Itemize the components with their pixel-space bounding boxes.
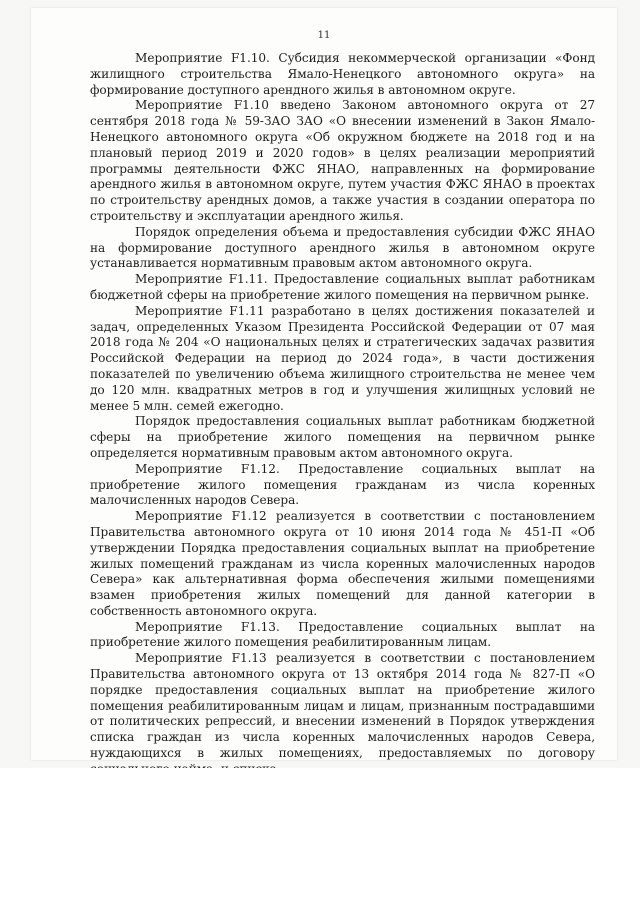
paragraph-f1-12-basis: Мероприятие F1.12 реализуется в соответствии с постановлением Правительства автономного округа от 10 июня 2014 года № 451-П «Об утверждении Порядка предоставления социальных выплат на приобретение жилых помещений гражданам из числа коренных малочисленных народов Севера» как альтернативная форма обеспечения жилыми помещениями взамен приобретения жилых помещений для данной категории в собственность автономного округа.	[90, 509, 595, 618]
paragraph-f1-11-basis: Мероприятие F1.11 разработано в целях достижения показателей и задач, определенных Указом Президента Российской Федерации от 07 мая 2018 года № 204 «О национальных целях и стратегических задачах развития Российской Федерации на период до 2024 года», в части достижения показателей по увеличению объема жилищного строительства не менее чем до 120 млн. квадратных метров в год и улучшения жилищных условий не менее 5 млн. семей ежегодно.	[90, 303, 595, 413]
document-body	[90, 51, 595, 778]
document-page	[31, 8, 617, 760]
paragraph-f1-10-title: Мероприятие F1.10. Субсидия некоммерческой организации «Фонд жилищного строительства Ямало-Ненецкого автономного округа» на формирование доступного арендного жилья в автономном округе.	[90, 51, 595, 97]
paragraph-f1-11-procedure: Порядок предоставления социальных выплат работникам бюджетной сферы на приобретение жилого помещения на первичном рынке определяется нормативным правовым актом автономного округа.	[90, 414, 595, 460]
paragraph-f1-10-basis: Мероприятие F1.10 введено Законом автономного округа от 27 сентября 2018 года № 59-ЗАО ЗАО «О внесении изменений в Закон Ямало-Ненецкого автономного округа «Об окружном бюджете на 2018 год и на плановый период 2019 и 2020 годов» в целях реализации мероприятий программы деятельности ФЖС ЯНАО, направленных на формирование арендного жилья в автономном округе, путем участия ФЖС ЯНАО в проектах по строительству арендных домов, а также участия в создании оператора по строительству и эксплуатации арендного жилья.	[90, 98, 595, 223]
blank-bottom-area	[0, 768, 640, 905]
page-number: 11	[317, 30, 331, 41]
paragraph-f1-11-title: Мероприятие F1.11. Предоставление социальных выплат работникам бюджетной сферы на приобретение жилого помещения на первичном рынке.	[90, 272, 595, 302]
paragraph-f1-13-title: Мероприятие F1.13. Предоставление социальных выплат на приобретение жилого помещения реабилитированным лицам.	[90, 619, 595, 650]
paragraph-f1-10-procedure: Порядок определения объема и предоставления субсидии ФЖС ЯНАО на формирование доступного арендного жилья в автономном округе устанавливается нормативным правовым актом автономного округа.	[90, 224, 595, 271]
paragraph-f1-12-title: Мероприятие F1.12. Предоставление социальных выплат на приобретение жилого помещения гражданам из числа коренных малочисленных народов Севера.	[90, 461, 595, 508]
paragraph-f1-13-basis: Мероприятие F1.13 реализуется в соответствии с постановлением Правительства автономного округа от 13 октября 2014 года № 827-П «О порядке предоставления социальных выплат на приобретение жилого помещения реабилитированным лицам и лицам, признанным пострадавшими от политических репрессий, и внесении изменений в Порядок утверждения списка граждан из числа коренных малочисленных народов Севера, нуждающихся в жилых помещениях, предоставляемых по договору	[90, 651, 595, 761]
